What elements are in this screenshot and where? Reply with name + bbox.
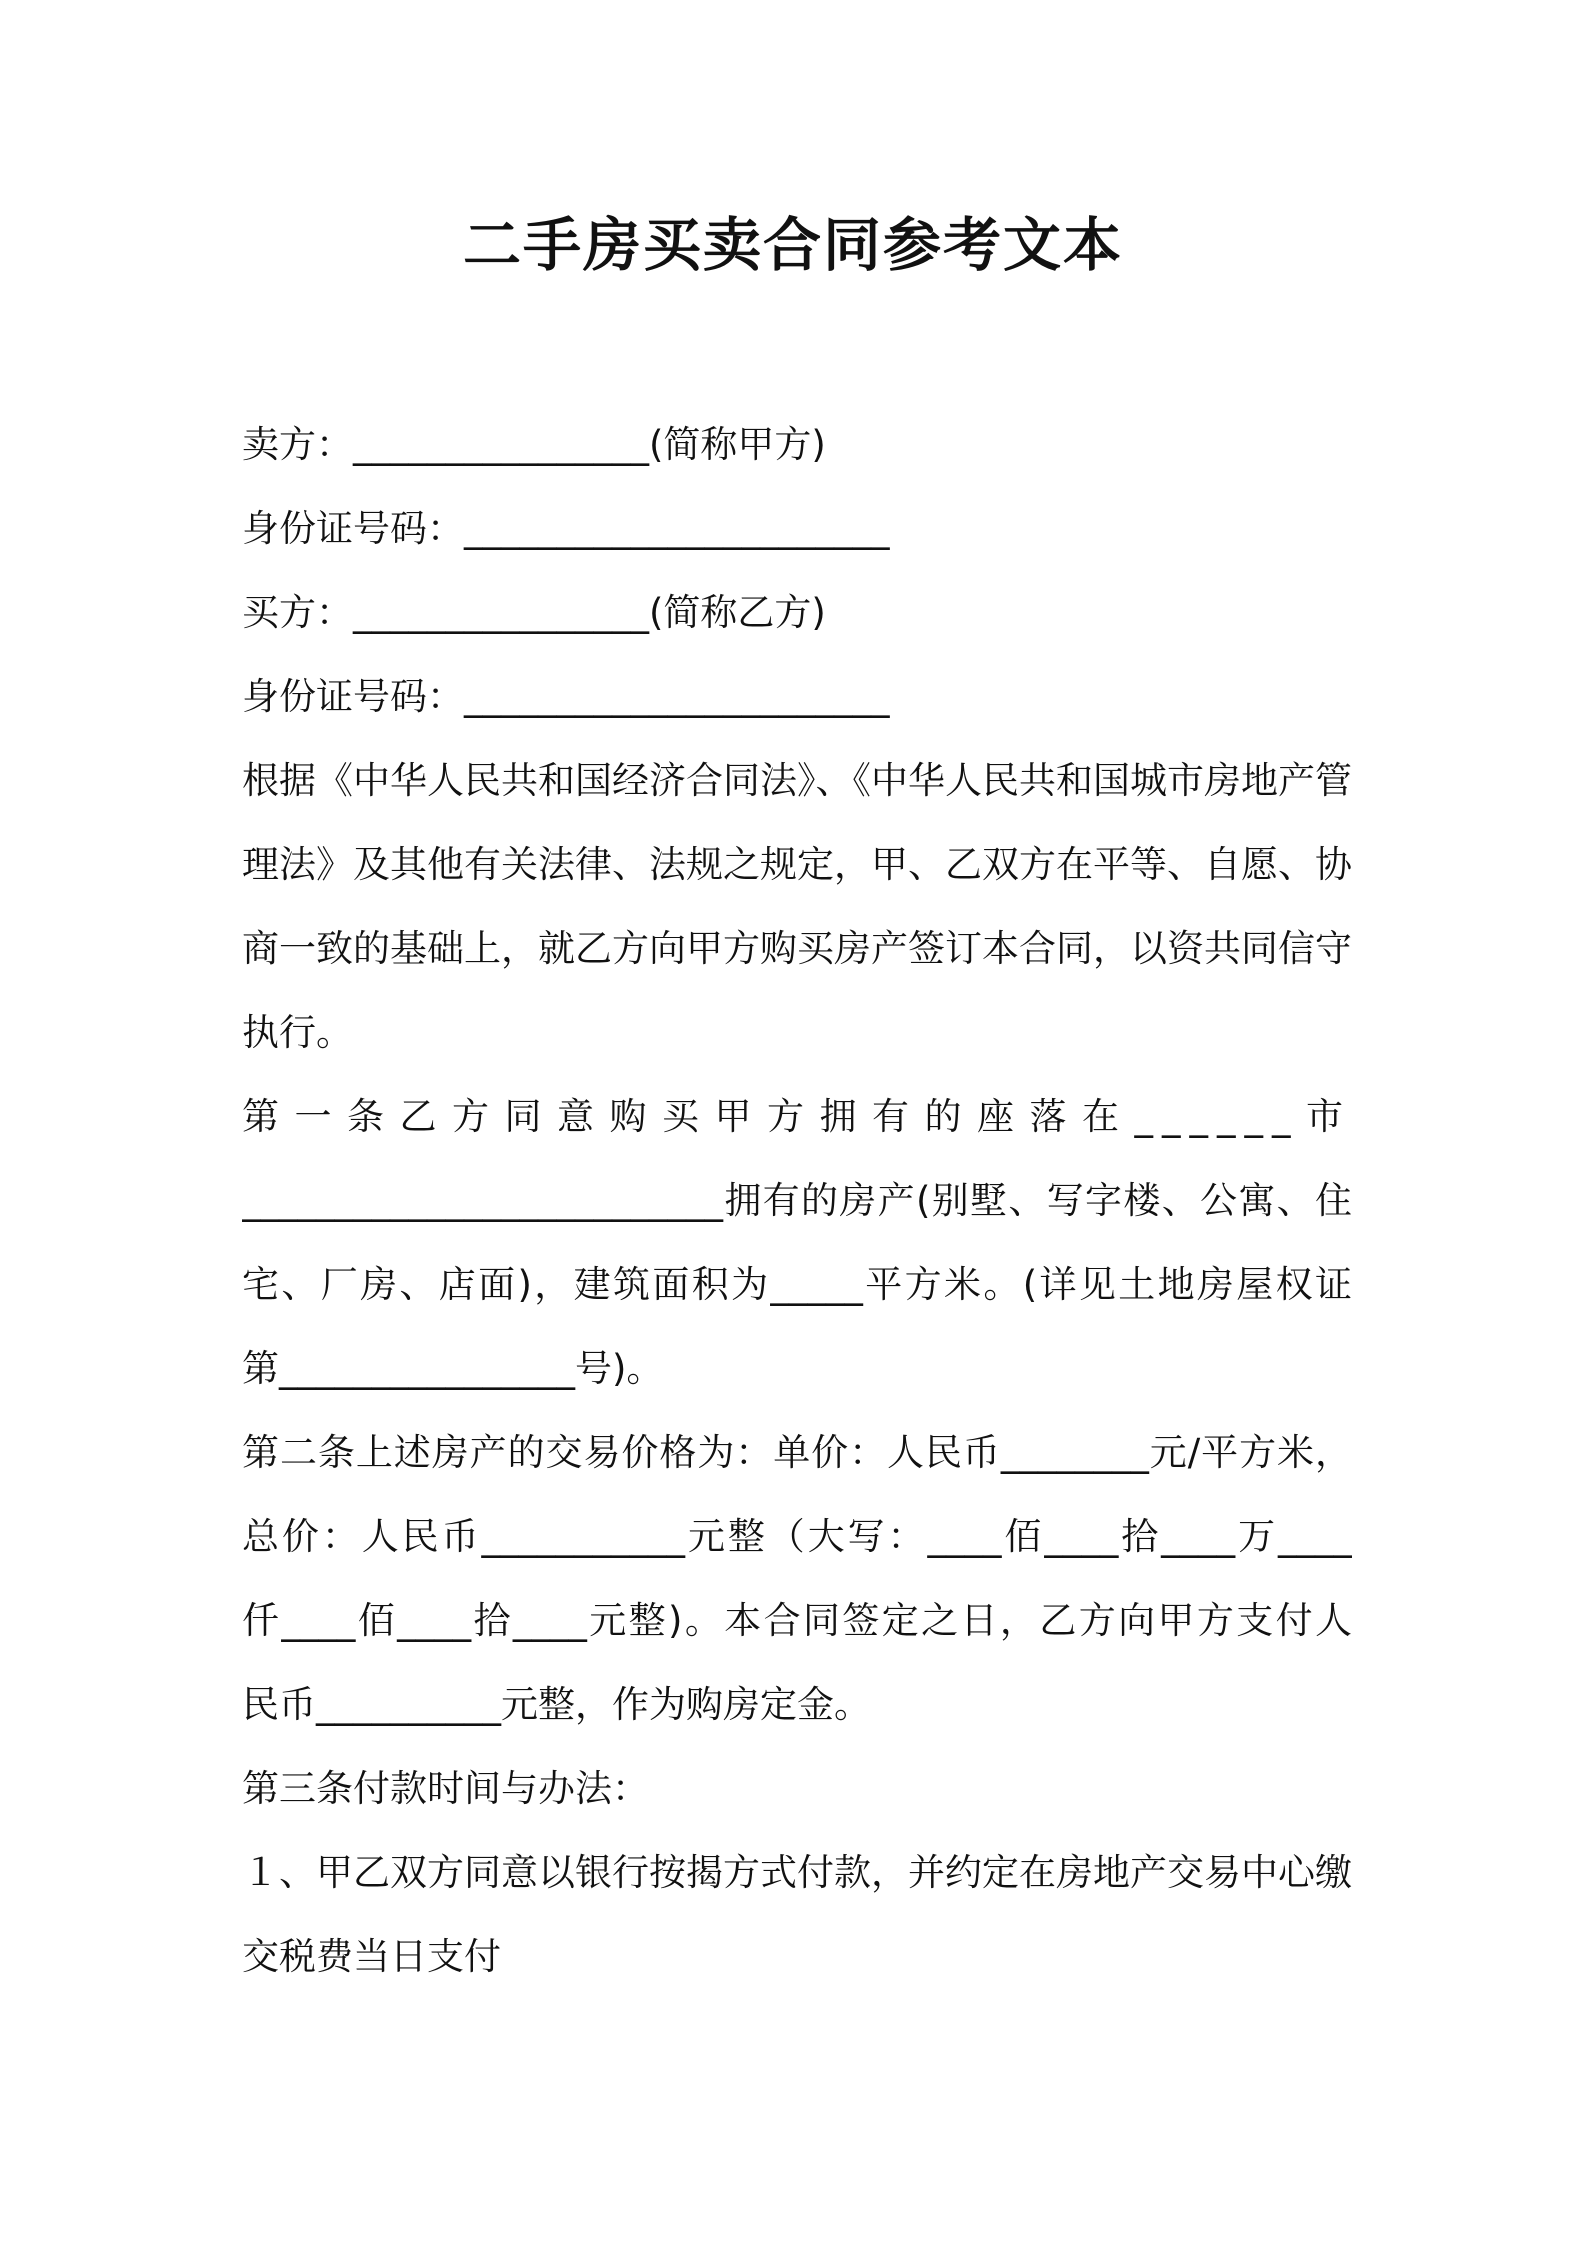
article-1-line-2: __________________________拥有的房产(别墅、写字楼、公寓、住 [242,1179,1352,1222]
article-1-line-3: 宅、厂房、店面)，建筑面积为_____平方米。(详见土地房屋权证 [242,1263,1352,1306]
buyer-line: 买方：________________(简称乙方) [242,591,826,634]
article-1-line-4: 第________________号)。 [242,1347,664,1390]
article-1-line-1: 第一条乙方同意购买甲方拥有的座落在______市 [242,1095,1352,1138]
seller-id-line: 身份证号码：_______________________ [242,507,890,550]
preamble-line-2: 理法》及其他有关法律、法规之规定，甲、乙双方在平等、自愿、协 [242,843,1352,886]
seller-line: 卖方：________________(简称甲方) [242,423,826,466]
article-3-item-1-line-1: １、甲乙双方同意以银行按揭方式付款，并约定在房地产交易中心缴 [242,1851,1352,1894]
article-3-heading: 第三条付款时间与办法： [242,1767,649,1810]
article-3-item-1-line-2: 交税费当日支付 [242,1935,501,1978]
article-2-line-2: 总价：人民币___________元整（大写：____佰____拾____万____ [242,1515,1352,1558]
buyer-id-line: 身份证号码：_______________________ [242,675,890,718]
preamble-line-4: 执行。 [242,1011,353,1054]
article-2-line-4: 民币__________元整，作为购房定金。 [242,1683,871,1726]
document-body [242,403,1352,1999]
document-title: 二手房买卖合同参考文本 [462,211,1123,279]
article-2-line-3: 仟____佰____拾____元整)。本合同签定之日，乙方向甲方支付人 [242,1599,1352,1642]
preamble-line-1: 根据《中华人民共和国经济合同法》、《中华人民共和国城市房地产管 [242,759,1352,802]
preamble-line-3: 商一致的基础上，就乙方向甲方购买房产签订本合同，以资共同信守 [242,927,1352,970]
article-2-line-1: 第二条上述房产的交易价格为：单价：人民币________元/平方米， [242,1431,1352,1474]
